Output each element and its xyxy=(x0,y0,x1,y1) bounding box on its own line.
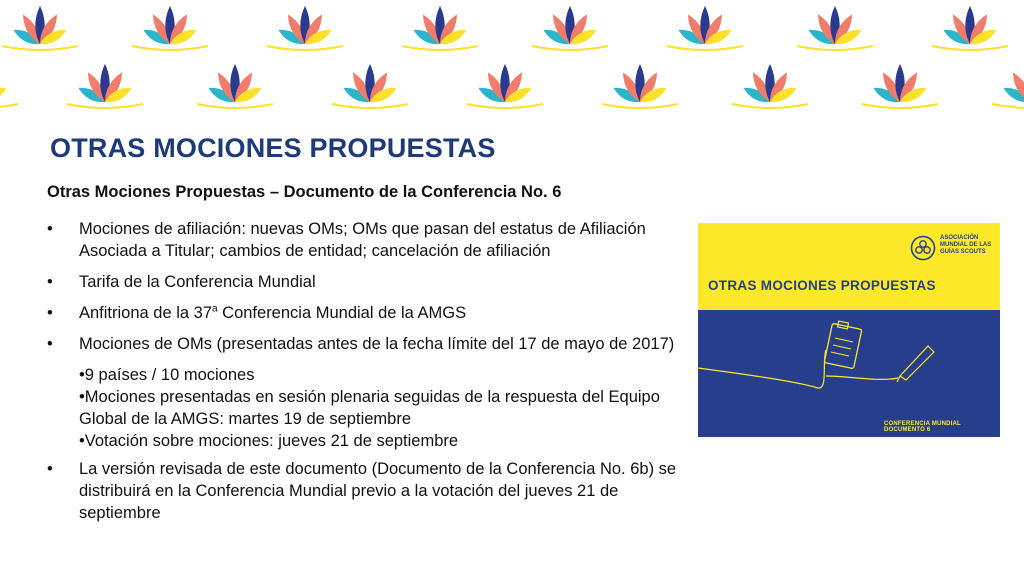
lotus-pattern-header xyxy=(0,0,1024,112)
sub-bullet-plenary: •Mociones presentadas en sesión plenaria seguidas de la respuesta del Equipo Global de la AMGS: martes 19 de septiembre xyxy=(79,388,660,428)
bullet-text: Tarifa de la Conferencia Mundial xyxy=(79,273,316,291)
cover-title: OTRAS MOCIONES PROPUESTAS xyxy=(708,278,936,293)
cover-footer: CONFERENCIA MUNDIAL DOCUMENTO 6 xyxy=(884,421,961,433)
bullet-dot: • xyxy=(47,220,53,238)
bullet-text: Mociones de OMs (presentadas antes de la fecha límite del 17 de mayo de 2017) xyxy=(79,335,675,353)
bullet-dot: • xyxy=(47,273,53,291)
bullet-dot: • xyxy=(47,460,53,478)
bullet-dot: • xyxy=(47,335,53,353)
bullet-item-affiliation xyxy=(47,218,687,262)
bullet-text: La versión revisada de este documento (Documento de la Conferencia No. 6b) se distribuirá en la Conferencia Mundial previo a la votación del jueves 21 de septiembre xyxy=(79,460,677,522)
bullet-item-host xyxy=(47,302,687,324)
bullet-item-om-motions xyxy=(47,333,687,355)
bullet-text: Anfitriona de la 37$^a$ Conferencia Mundial de la AMGS xyxy=(79,303,467,322)
bullet-list xyxy=(47,218,687,533)
slide-title: OTRAS MOCIONES PROPUESTAS xyxy=(50,133,496,163)
sub-bullet-countries: •9 países / 10 mociones xyxy=(79,366,255,384)
clipboard-pencil-illustration xyxy=(698,310,1000,437)
bullet-item-fee xyxy=(47,271,687,293)
slide-subtitle: Otras Mociones Propuestas – Documento de la Conferencia No. 6 xyxy=(47,183,562,201)
bullet-text: Mociones de afiliación: nuevas OMs; OMs que pasan del estatus de Afiliación Asociada a Titular; cambios de entidad; cancelación de afiliación xyxy=(79,220,646,260)
trefoil-logo-icon xyxy=(910,235,936,261)
sub-bullet-vote: •Votación sobre mociones: jueves 21 de septiembre xyxy=(79,432,459,450)
cover-org-name: ASOCIACIÓN MUNDIAL DE LAS GUÍAS SCOUTS xyxy=(940,235,992,255)
sub-bullet-group xyxy=(47,364,687,452)
bullet-item-revised-doc xyxy=(47,458,687,524)
bullet-dot: • xyxy=(47,304,53,322)
document-cover-image xyxy=(698,223,1000,437)
